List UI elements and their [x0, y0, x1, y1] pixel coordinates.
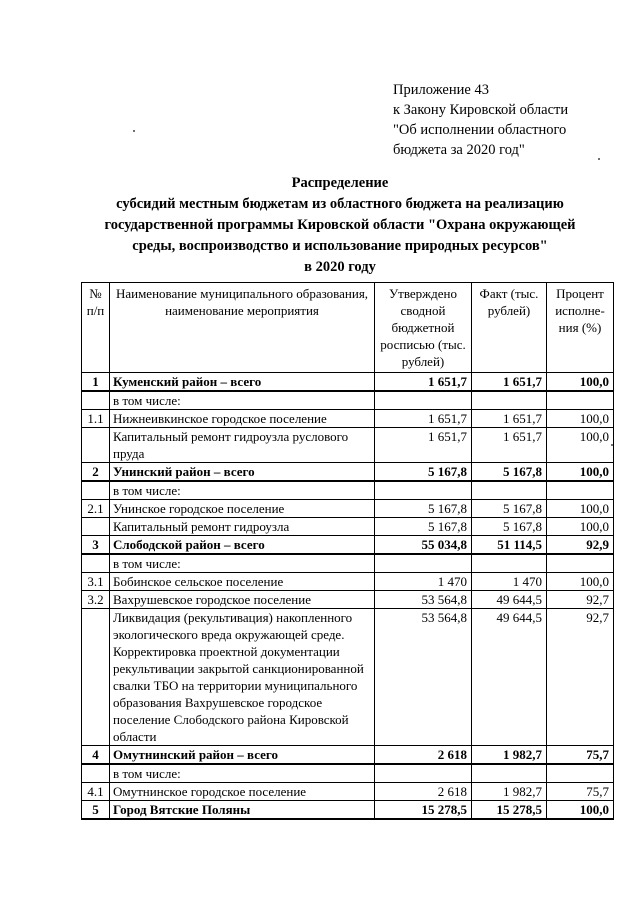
row-name: Нижнеивкинское городское поселение [110, 410, 375, 428]
row-fact [472, 764, 547, 783]
row-fact: 49 644,5 [472, 609, 547, 746]
row-num [82, 609, 110, 746]
header-name: Наименование муниципального образования, наименование мероприятия [110, 283, 375, 373]
row-percent: 100,0 [547, 518, 614, 536]
row-fact: 1 651,7 [472, 428, 547, 463]
table-header-row [82, 283, 614, 373]
row-fact: 51 114,5 [472, 536, 547, 555]
title-line-4: среды, воспроизводство и использование природных ресурсов" [132, 238, 548, 254]
row-num: 1.1 [82, 410, 110, 428]
row-num: 5 [82, 801, 110, 820]
row-approved: 5 167,8 [375, 463, 472, 482]
row-fact [472, 481, 547, 500]
row-approved: 1 470 [375, 573, 472, 591]
row-fact: 15 278,5 [472, 801, 547, 820]
row-name: Бобинское сельское поселение [110, 573, 375, 591]
appendix-line-3: "Об исполнении областного [393, 122, 567, 138]
row-name: Омутнинское городское поселение [110, 783, 375, 801]
row-approved: 53 564,8 [375, 609, 472, 746]
row-fact [472, 554, 547, 573]
title-line-2: субсидий местным бюджетам из областного бюджета на реализацию [116, 196, 564, 212]
appendix-line-2: к Закону Кировской области [393, 102, 569, 118]
table-row [82, 391, 614, 410]
header-fact: Факт (тыс. рублей) [472, 283, 547, 373]
row-name: Омутнинский район – всего [110, 746, 375, 765]
row-percent: 92,9 [547, 536, 614, 555]
row-approved: 53 564,8 [375, 591, 472, 609]
row-name: в том числе: [110, 391, 375, 410]
row-fact: 1 470 [472, 573, 547, 591]
row-num: 3.1 [82, 573, 110, 591]
row-name: Куменский район – всего [110, 373, 375, 392]
table-row [82, 801, 614, 820]
row-name: Ликвидация (рекультивация) накопленного экологического вреда окружающей среде. Корректировка проектной документации рекультивации закрытой санкционированной свалки ТБО на территории муниципального образования Вахрушевское городское поселение Слободского района Кировской области [110, 609, 375, 746]
row-num: 2.1 [82, 500, 110, 518]
scan-speck [133, 130, 135, 132]
row-num: 2 [82, 463, 110, 482]
row-percent [547, 764, 614, 783]
row-num: 3 [82, 536, 110, 555]
row-approved: 55 034,8 [375, 536, 472, 555]
row-name: Слободской район – всего [110, 536, 375, 555]
row-percent [547, 481, 614, 500]
row-percent: 100,0 [547, 373, 614, 392]
row-percent [547, 391, 614, 410]
row-num [82, 391, 110, 410]
title-line-5: в 2020 году [304, 259, 376, 275]
table-row [82, 764, 614, 783]
header-percent: Процент исполне-ния (%) [547, 283, 614, 373]
row-approved: 2 618 [375, 783, 472, 801]
row-num [82, 764, 110, 783]
table-row [82, 746, 614, 765]
header-approved: Утверждено сводной бюджетной росписью (тыс. рублей) [375, 283, 472, 373]
row-fact: 5 167,8 [472, 463, 547, 482]
row-fact [472, 391, 547, 410]
row-percent: 75,7 [547, 746, 614, 765]
table-row [82, 609, 614, 746]
row-percent: 100,0 [547, 410, 614, 428]
row-fact: 5 167,8 [472, 500, 547, 518]
row-percent: 100,0 [547, 573, 614, 591]
row-approved: 5 167,8 [375, 500, 472, 518]
table-row [82, 554, 614, 573]
row-name: в том числе: [110, 554, 375, 573]
table-row [82, 591, 614, 609]
title-line-3: государственной программы Кировской области "Охрана окружающей [104, 217, 576, 233]
row-approved [375, 554, 472, 573]
row-approved: 5 167,8 [375, 518, 472, 536]
row-num [82, 428, 110, 463]
row-num [82, 481, 110, 500]
row-approved: 1 651,7 [375, 410, 472, 428]
row-percent: 75,7 [547, 783, 614, 801]
scan-speck [598, 158, 600, 160]
row-num: 4 [82, 746, 110, 765]
row-name: Унинский район – всего [110, 463, 375, 482]
row-approved: 1 651,7 [375, 428, 472, 463]
appendix-header [393, 80, 568, 160]
subsidy-table [81, 282, 614, 820]
row-approved: 15 278,5 [375, 801, 472, 820]
row-num [82, 554, 110, 573]
row-name: Унинское городское поселение [110, 500, 375, 518]
row-approved: 1 651,7 [375, 373, 472, 392]
row-name: Вахрушевское городское поселение [110, 591, 375, 609]
appendix-line-4: бюджета за 2020 год" [393, 142, 525, 158]
row-fact: 5 167,8 [472, 518, 547, 536]
table-row [82, 518, 614, 536]
table-row [82, 573, 614, 591]
row-fact: 1 982,7 [472, 783, 547, 801]
row-approved: 2 618 [375, 746, 472, 765]
table-row [82, 536, 614, 555]
row-name: Город Вятские Поляны [110, 801, 375, 820]
row-fact: 1 651,7 [472, 373, 547, 392]
row-percent [547, 554, 614, 573]
row-fact: 49 644,5 [472, 591, 547, 609]
row-fact: 1 982,7 [472, 746, 547, 765]
row-name: Капитальный ремонт гидроузла руслового пруда [110, 428, 375, 463]
row-approved [375, 391, 472, 410]
table-row [82, 783, 614, 801]
row-name: в том числе: [110, 481, 375, 500]
row-fact: 1 651,7 [472, 410, 547, 428]
row-percent: 100,0 [547, 801, 614, 820]
row-num: 1 [82, 373, 110, 392]
row-num: 4.1 [82, 783, 110, 801]
row-percent: 100,0 [547, 463, 614, 482]
table-row [82, 500, 614, 518]
row-percent: 92,7 [547, 609, 614, 746]
table-row [82, 428, 614, 463]
table-row [82, 373, 614, 392]
row-percent: 92,7 [547, 591, 614, 609]
table-row [82, 481, 614, 500]
row-num: 3.2 [82, 591, 110, 609]
row-approved [375, 764, 472, 783]
table-row [82, 463, 614, 482]
scan-speck [611, 444, 613, 446]
title-line-1: Распределение [291, 175, 389, 191]
row-percent: 100,0 [547, 500, 614, 518]
document-title [60, 173, 620, 278]
appendix-line-1: Приложение 43 [393, 82, 489, 98]
row-percent: 100,0 [547, 428, 614, 463]
table-row [82, 410, 614, 428]
row-name: Капитальный ремонт гидроузла [110, 518, 375, 536]
row-approved [375, 481, 472, 500]
row-name: в том числе: [110, 764, 375, 783]
header-num: № п/п [82, 283, 110, 373]
row-num [82, 518, 110, 536]
